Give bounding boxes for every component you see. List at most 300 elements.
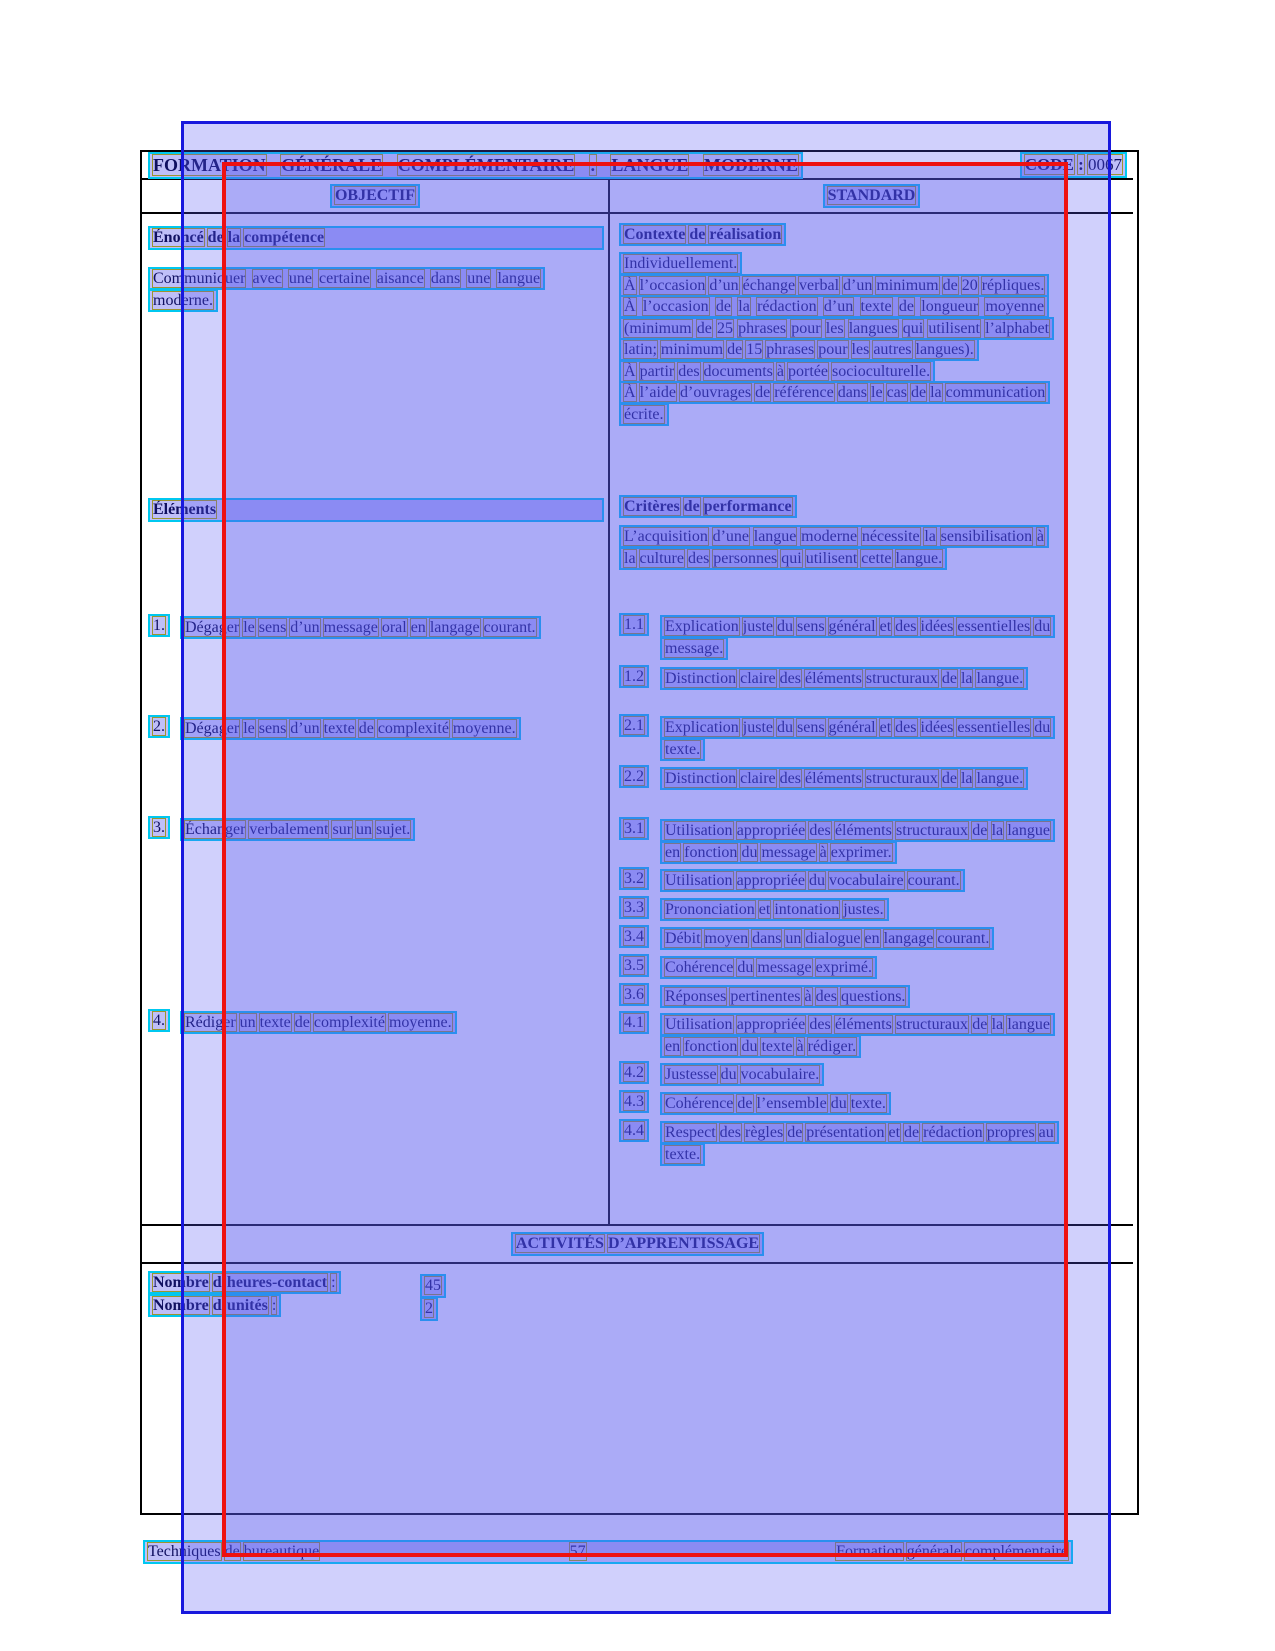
word-box: éléments [804,670,862,687]
word-box: d’un [823,298,854,315]
word-box: de [942,276,958,294]
criterion-row [619,870,1060,892]
word-box: moyenne [985,298,1045,315]
criterion-text [660,1013,1055,1058]
criterion-number [619,817,649,840]
word-box: de [358,720,374,737]
word-box: appropriée [736,872,805,889]
criterion-text [660,898,889,921]
code-badge [1020,152,1127,178]
criterion-text [660,1092,891,1115]
word-box: Rédiger [185,1014,236,1031]
word-box: de [715,298,731,315]
word-box: d’heures-contact [212,1274,328,1291]
word-box: aisance [376,270,424,287]
criterion-row [619,768,1060,790]
word-box: sujet. [376,821,411,838]
word-box: exprimé. [815,959,873,976]
word-box: éléments [804,770,862,787]
word-box: la [930,384,942,401]
word-box: idées [920,719,954,736]
criterion-row [619,899,1060,921]
word-box: à [796,1037,804,1055]
criterion-row [619,928,1060,950]
word-box: appropriée [736,1016,806,1033]
word-box: des [895,719,917,736]
word-box: sens [796,719,825,736]
word-box: de [727,341,743,358]
word-box: et [879,618,892,635]
word-box: moyenne. [388,1014,452,1031]
word-box: le [243,720,255,737]
word-box: une [467,270,491,287]
word-box: la [960,770,973,787]
criterion-number [619,665,649,688]
word-box: compétence [244,229,325,246]
criterion-row [619,1014,1060,1057]
word-box: du [720,1066,737,1083]
criterion-number [619,925,649,948]
word-box: Éléments [153,501,217,518]
word-box: de [737,1095,753,1112]
word-box: : [1078,155,1084,174]
word-box: 57 [569,1543,586,1560]
contexte-line [619,253,1054,275]
word-box: Nombre [153,1274,209,1291]
objectif-header [330,184,420,208]
word-box: GÉNÉRALE [281,154,383,175]
word-box: de [898,298,914,315]
word-box: moyenne. [452,720,516,737]
word-box: Prononciation [665,901,755,918]
word-box: Échanger [185,821,246,838]
word-box: de [696,319,712,337]
criterion-number [619,896,649,919]
word-box: 0067 [1088,155,1122,174]
word-box: 2. [153,718,165,735]
word-box: verbal [799,276,840,294]
criterion-number [619,1011,649,1034]
word-box: cette [861,549,892,567]
contexte-line [619,382,1054,425]
word-box: pour [791,319,821,337]
word-box: essentielles [957,618,1031,635]
word-box: d’unités [212,1297,268,1314]
word-box: 4.3 [624,1093,644,1110]
word-box: sur [332,821,353,838]
word-box: réalisation [709,226,782,243]
word-box: 2 [425,1300,433,1317]
word-box: des [678,362,700,380]
criteres-heading [619,495,797,518]
word-box: fonction [684,843,738,861]
word-box: idées [920,618,954,635]
word-box: message [757,959,812,976]
criterion-row [619,957,1060,979]
word-box: texte [860,298,892,315]
word-box: d’ouvrages [679,384,752,401]
word-box: Nombre [153,1297,209,1314]
word-box: texte [323,720,355,737]
contexte-paragraph [619,253,1054,425]
criterion-text [660,1063,824,1086]
element-text [180,717,521,740]
word-box: Débit [665,930,701,947]
word-box: Utilisation [665,872,733,889]
word-box: Cohérence [665,959,734,976]
word-box: de [755,384,771,401]
word-box: langue [1007,1016,1050,1033]
word-box: une [288,270,312,287]
word-box: fonction [684,1037,738,1055]
activities-row [142,1226,1133,1264]
criterion-text [660,927,994,950]
word-box: le [243,619,255,636]
word-box: phrases [738,319,787,337]
criterion-text [660,716,1055,761]
word-box: 3.5 [624,957,644,974]
objectif-column [142,214,608,1224]
word-box: exprimer. [830,843,892,861]
word-box: structuraux [865,770,938,787]
word-box: qui [781,549,802,567]
word-box: l’aide [639,384,676,401]
word-box: 4.2 [624,1064,644,1081]
word-box: la [227,229,241,246]
word-box: Réponses [665,988,727,1005]
criterion-row [619,1064,1060,1086]
word-box: À [624,384,636,401]
hours-label [153,1274,327,1291]
contexte-heading [619,223,786,246]
word-box: à [804,988,812,1005]
criterion-text [660,869,965,892]
criteres-heading-line [619,498,797,516]
word-box: texte [761,1037,793,1055]
page-footer [143,1540,1073,1564]
word-box: bureautique [243,1543,320,1560]
word-box: du [741,843,758,861]
page-title [148,152,803,179]
word-box: éléments [834,822,892,839]
word-box: des [815,988,837,1005]
element-number [148,816,170,839]
word-box: minimum [660,341,724,358]
word-box: 4.1 [624,1014,644,1031]
word-box: texte. [665,1145,701,1163]
word-box: complexité [377,720,449,737]
criterion-number [619,765,649,788]
word-box: utilisent [805,549,858,567]
word-box: À [624,298,636,315]
word-box: essentielles [957,719,1031,736]
word-box: des [809,1016,831,1033]
word-box: du [741,1037,758,1055]
enonce-text-block [148,268,550,311]
word-box: texte [259,1014,291,1031]
footer-program [148,1543,319,1561]
word-box: 1.1 [624,616,644,633]
word-box: l’alphabet [985,319,1050,337]
word-box: vocabulaire. [740,1066,820,1083]
criterion-row [619,986,1060,1008]
word-box: la [960,670,973,687]
element-number [148,1009,170,1032]
contexte-heading-line [619,226,786,244]
word-box: Énoncé [153,229,204,246]
units-label [153,1297,268,1314]
word-box: courant. [907,872,960,889]
word-box: règles [744,1124,784,1141]
word-box: général [828,618,876,635]
word-box: de [224,1543,240,1560]
word-box: 15 [746,341,763,358]
activities-section [142,1264,1133,1509]
word-box: structuraux [896,822,969,839]
word-box: du [830,1095,847,1112]
word-box: culture [639,549,684,567]
criterion-text [660,615,1055,660]
word-box: justes. [843,901,884,918]
word-box: verbalement [249,821,329,838]
word-box: 3.4 [624,928,644,945]
word-box: 45 [425,1277,441,1294]
word-box: écrite. [624,405,664,423]
word-box: documents [703,362,773,380]
word-box: 20 [961,276,978,294]
word-box: Utilisation [665,822,733,839]
word-box: référence [774,384,834,401]
word-box: Techniques [148,1543,221,1560]
contexte-line [619,275,1054,297]
word-box: 3.1 [624,820,644,837]
word-box: cas [886,384,907,401]
word-box: propres [986,1124,1035,1141]
word-box: Formation [836,1543,903,1560]
word-box: et [879,719,892,736]
word-box: utilisent [928,319,980,337]
word-box: de [294,1014,310,1031]
word-box: en [410,619,426,636]
word-box: complexité [313,1014,385,1031]
word-box: texte. [665,740,701,758]
word-box: l’ensemble [756,1095,827,1112]
word-box: éléments [834,1016,892,1033]
word-box: le [871,384,883,401]
word-box: FORMATION [153,154,266,175]
word-box: à [819,843,827,861]
activities-heading [511,1232,764,1256]
word-box: 25 [716,319,733,337]
word-box: phrases [766,341,815,358]
word-box: d’un [843,276,873,294]
word-box: langage [429,619,480,636]
word-box: 3. [153,819,165,836]
word-box: de [683,498,700,515]
word-box: qui [902,319,924,337]
enonce-heading-line [148,226,604,250]
word-box: communication [945,384,1046,401]
word-box: de [972,822,988,839]
word-box: 1.2 [624,668,644,685]
word-box: pour [818,341,848,358]
word-box: Dégager [185,619,240,636]
title-row [142,152,1133,180]
word-box: la [924,528,936,545]
hours-line [148,1274,1133,1297]
word-box: Cohérence [665,1095,734,1112]
word-box: langue [497,270,541,287]
word-box: message [323,619,378,636]
footer-section [836,1543,1068,1561]
word-box: de [911,384,927,401]
word-box: de [972,1016,988,1033]
elements-heading [148,498,604,522]
word-box: répliques. [981,276,1045,294]
word-box: les [851,341,870,358]
word-box: oral [381,619,407,636]
column-header-row [142,180,1133,214]
word-box: sens [258,619,287,636]
word-box: autres [873,341,912,358]
word-box: moderne. [153,291,213,309]
word-box: certaine [319,270,370,287]
word-box: langues). [915,341,974,358]
word-box: OBJECTIF [334,187,415,204]
word-box: langue [753,528,797,545]
word-box: Justesse [665,1066,717,1083]
word-box: rédaction [757,298,817,315]
criterion-number [619,613,649,636]
word-box: moyen [704,930,749,947]
word-box: message [761,843,816,861]
word-box: Utilisation [665,1016,733,1033]
criterion-number [619,714,649,737]
word-box: du [1034,618,1051,635]
word-box: claire [740,770,776,787]
word-box: À [624,276,636,294]
word-box: socioculturelle. [831,362,931,380]
word-box: D’APPRENTISSAGE [607,1235,760,1252]
word-box: général [828,719,876,736]
word-box: structuraux [865,670,938,687]
element-item [148,718,582,740]
word-box: Contexte [624,226,686,243]
hours-separator [331,1274,335,1291]
word-box: CODE [1024,155,1074,174]
word-box: langues [848,319,898,337]
word-box: à [776,362,784,380]
word-box: dans [752,930,782,947]
word-box: rédaction [923,1124,983,1141]
word-box: langue. [976,670,1024,687]
body-row [142,214,1133,1226]
word-box: À [624,362,636,380]
units-separator [272,1297,276,1314]
word-box: vocabulaire [828,872,904,889]
word-box: rédiger. [807,1037,857,1055]
hours-value [420,1274,446,1298]
word-box: claire [740,670,776,687]
element-item [148,1012,582,1034]
word-box: Communiquer [153,270,246,287]
word-box: Explication [665,618,739,635]
word-box: d’un [290,720,320,737]
word-box: COMPLÉMENTAIRE [397,154,575,175]
word-box: Explication [665,719,739,736]
word-box: structuraux [896,1016,969,1033]
word-box: la [624,549,636,567]
word-box: nécessite [861,528,920,545]
word-box: en [665,843,681,861]
word-box: MODERNE [703,154,798,175]
word-box: Critères [624,498,680,515]
element-text [180,1011,457,1034]
word-box: ACTIVITÉS [515,1235,604,1252]
word-box: message. [665,639,724,657]
criterion-row [619,1093,1060,1115]
standard-column [610,214,1133,1224]
word-box: des [895,618,917,635]
document-table [140,150,1139,1515]
word-box: juste [742,719,773,736]
word-box: et [888,1124,901,1141]
criterion-number [619,867,649,890]
word-box: un [785,930,802,947]
word-box: des [809,822,831,839]
word-box: des [779,670,801,687]
criterion-number [619,1090,649,1113]
word-box: portée [787,362,828,380]
word-box: pertinentes [730,988,801,1005]
word-box: un [239,1014,256,1031]
word-box: au [1038,1124,1054,1141]
word-box: sens [796,618,825,635]
word-box: langue. [976,770,1024,787]
criterion-text [660,956,877,979]
word-box: l’occasion [639,276,706,294]
word-box: juste [742,618,773,635]
word-box: 2.2 [624,768,644,785]
standard-header [823,184,921,208]
units-line [148,1297,1133,1320]
standard-header-cell [610,180,1133,212]
footer-page-number [570,1543,586,1561]
word-box: la [738,298,750,315]
criterion-text [660,667,1028,690]
word-box: du [776,618,793,635]
elements-heading-line [148,498,604,522]
criterion-number [619,1119,649,1142]
criterion-row [619,616,1060,659]
word-box: STANDARD [827,187,916,204]
word-box: du [808,872,825,889]
word-box: présentation [806,1124,885,1141]
word-box: dans [430,270,461,287]
word-box: appropriée [736,822,806,839]
word-box: 4.4 [624,1122,644,1139]
criterion-row [619,1122,1060,1165]
word-box: de [904,1124,920,1141]
word-box: de [787,1124,803,1141]
element-text [180,616,541,639]
word-box: de [689,226,706,243]
word-box: moderne [801,528,858,545]
contexte-line [619,296,1054,361]
criterion-number [619,983,649,1006]
word-box: d’un [290,619,320,636]
word-box: dialogue [805,930,861,947]
